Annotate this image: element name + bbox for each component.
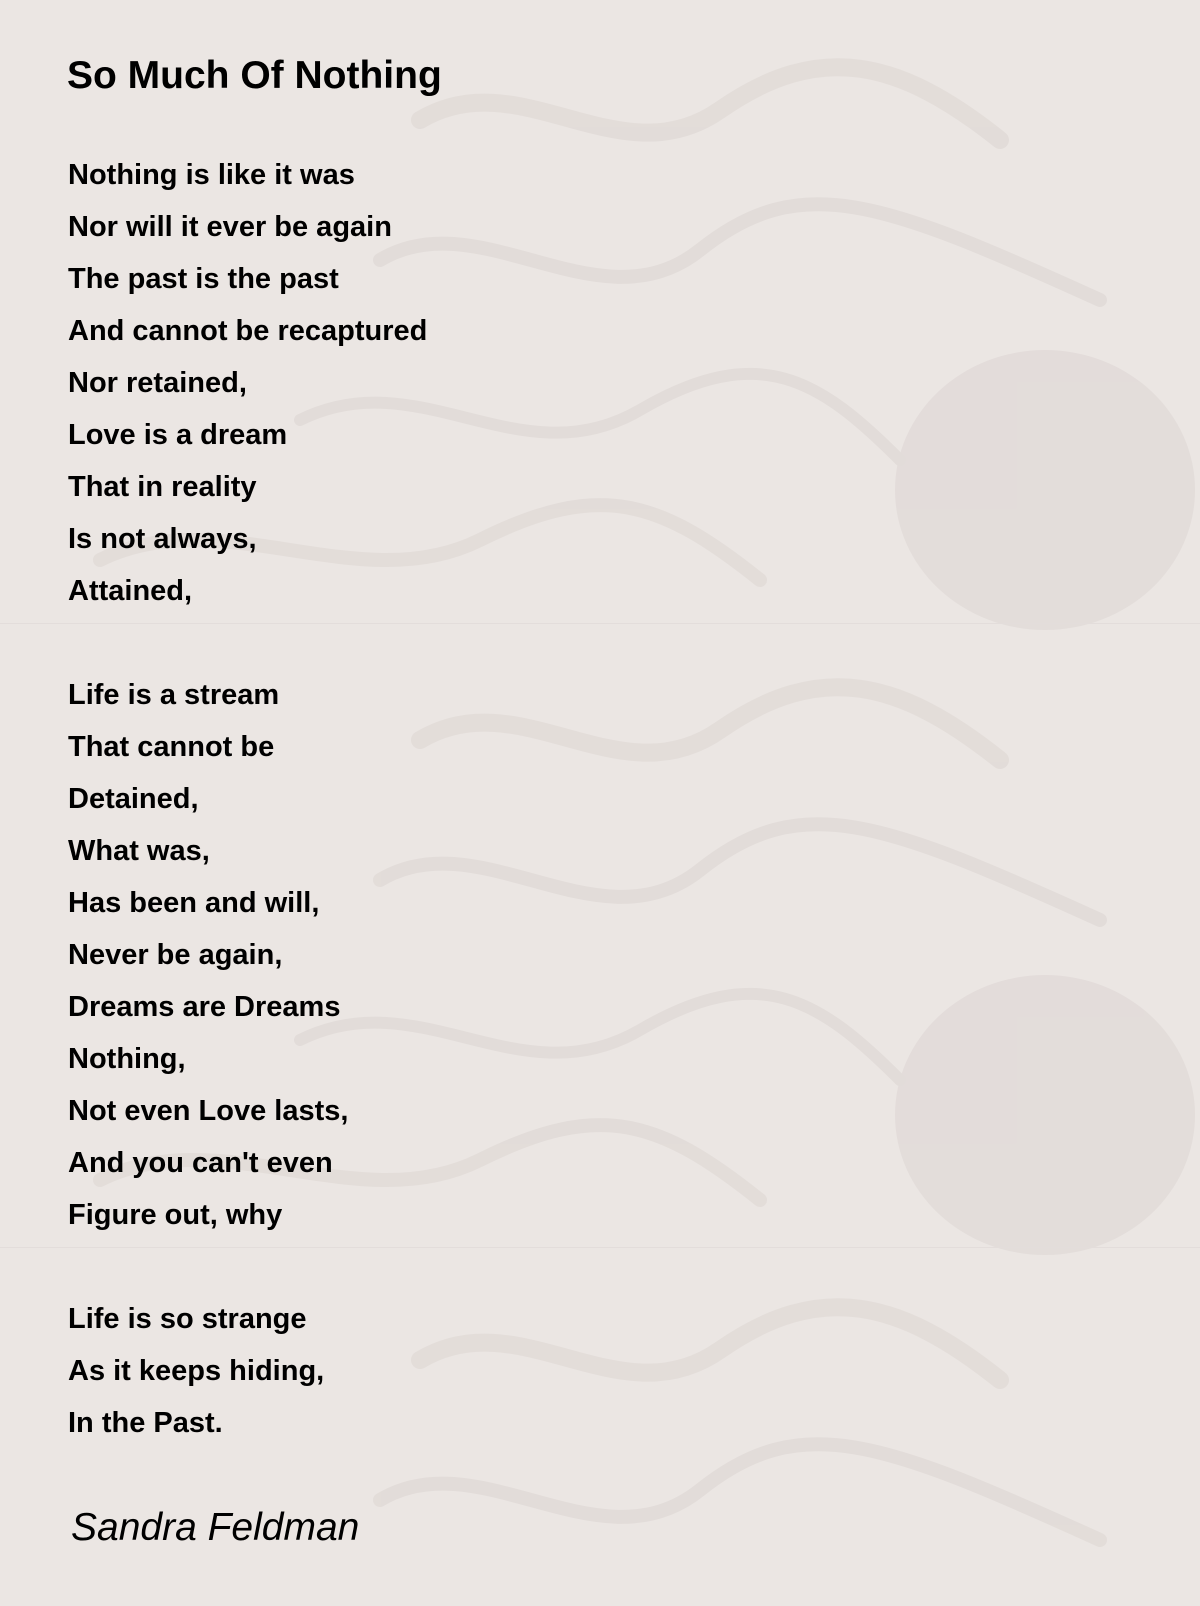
stanza-3 bbox=[68, 1293, 427, 1449]
poem-line: The past is the past bbox=[68, 263, 339, 295]
poem-title: So Much Of Nothing bbox=[67, 54, 442, 97]
poem-body bbox=[68, 149, 427, 1449]
poem-line: That in reality bbox=[68, 471, 257, 503]
poem-line: Life is so strange bbox=[68, 1303, 307, 1335]
poem-line: Nothing is like it was bbox=[68, 159, 355, 191]
poem-line: And you can't even bbox=[68, 1147, 333, 1179]
stanza-2 bbox=[68, 669, 427, 1241]
poem-line: What was, bbox=[68, 835, 210, 867]
poem-author: Sandra Feldman bbox=[71, 1506, 360, 1549]
poem-line: Attained, bbox=[68, 575, 193, 607]
stanza-1 bbox=[68, 149, 427, 617]
poem-line: Life is a stream bbox=[68, 679, 280, 711]
poem-line: And cannot be recaptured bbox=[68, 315, 428, 347]
poem-line: Dreams are Dreams bbox=[68, 991, 341, 1023]
poem-line: That cannot be bbox=[68, 731, 275, 763]
poem-line: Nothing, bbox=[68, 1043, 186, 1075]
poem-line: As it keeps hiding, bbox=[68, 1355, 325, 1387]
poem-line: Never be again, bbox=[68, 939, 283, 971]
poem-line: Not even Love lasts, bbox=[68, 1095, 349, 1127]
poem-line: Has been and will, bbox=[68, 887, 320, 919]
poem-line: Love is a dream bbox=[68, 419, 288, 451]
poem-line: Nor retained, bbox=[68, 367, 247, 399]
poem-line: Figure out, why bbox=[68, 1199, 283, 1231]
poem-line: Is not always, bbox=[68, 523, 257, 555]
poem-line: In the Past. bbox=[68, 1407, 223, 1439]
poem-line: Detained, bbox=[68, 783, 199, 815]
poem-line: Nor will it ever be again bbox=[68, 211, 392, 243]
